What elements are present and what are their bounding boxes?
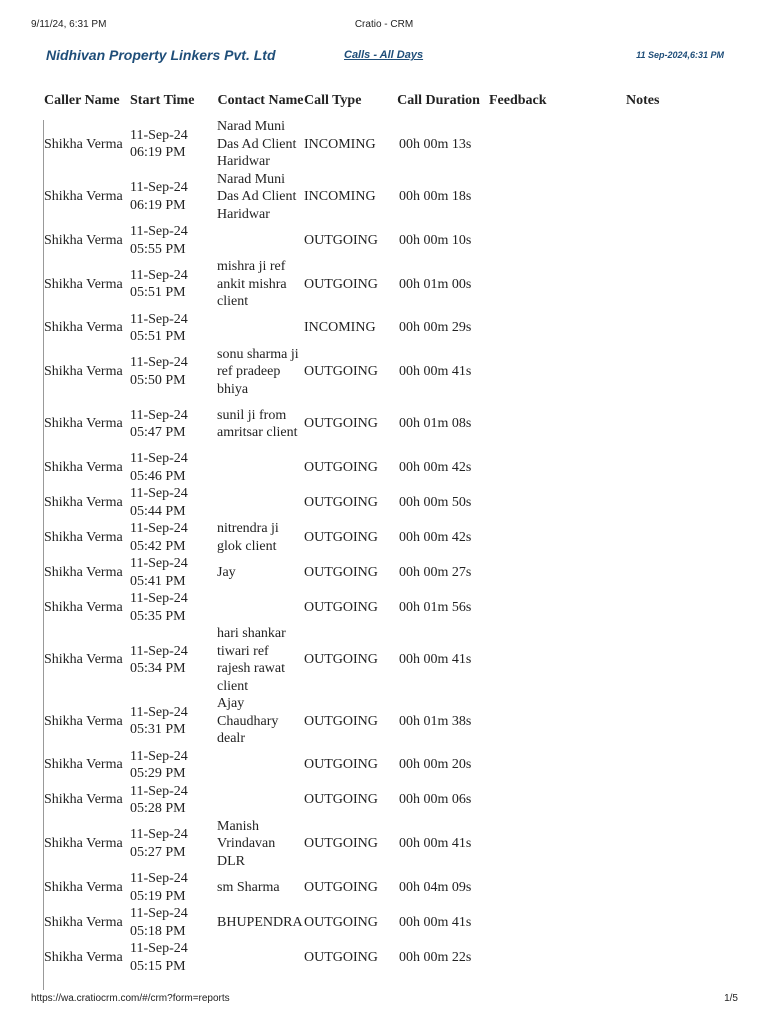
- print-page-number: 1/5: [724, 993, 738, 1004]
- contact-name-cell: BHUPENDRA: [217, 914, 303, 930]
- table-row: [44, 818, 728, 871]
- start-clock-time: 05:27 PM: [130, 844, 186, 860]
- contact-name-cell: [217, 450, 304, 485]
- call-duration-cell: 00h 01m 38s: [399, 713, 472, 729]
- column-header-contact-name[interactable]: [217, 82, 304, 118]
- notes-cell: [608, 171, 728, 224]
- call-type-cell: OUTGOING: [304, 232, 378, 248]
- table-row: [44, 223, 728, 258]
- start-clock-time: 05:35 PM: [130, 608, 186, 624]
- table-row: [44, 311, 728, 346]
- print-datetime: 9/11/24, 6:31 PM: [31, 19, 107, 30]
- call-duration-cell: 00h 01m 08s: [399, 416, 472, 432]
- table-row: [44, 695, 728, 748]
- start-clock-time: 05:42 PM: [130, 538, 186, 554]
- table-header-row: [44, 82, 728, 118]
- feedback-cell: [489, 590, 608, 625]
- call-duration-cell: 00h 00m 20s: [399, 757, 472, 773]
- caller-name-cell: Shikha Verma: [44, 364, 123, 379]
- caller-name-cell: Shikha Verma: [44, 459, 123, 475]
- call-type-cell: OUTGOING: [304, 564, 378, 580]
- feedback-cell: [489, 695, 608, 748]
- call-type-cell: OUTGOING: [304, 757, 378, 773]
- contact-name-cell: sm Sharma: [217, 879, 280, 895]
- notes-cell: [608, 590, 728, 625]
- contact-name-cell: mishra ji ref ankit mishra client: [217, 259, 287, 309]
- print-page-title: Cratio - CRM: [354, 19, 414, 30]
- contact-name-cell: [217, 223, 304, 258]
- start-time-cell: [130, 223, 217, 258]
- start-time-cell: [130, 695, 217, 748]
- feedback-cell: [489, 625, 608, 695]
- company-name: Nidhivan Property Linkers Pvt. Ltd: [46, 47, 276, 63]
- column-header-notes[interactable]: Notes: [626, 92, 660, 108]
- feedback-cell: [489, 818, 608, 871]
- contact-name-cell: [217, 311, 304, 346]
- column-header-call-type[interactable]: Call Type: [304, 92, 362, 108]
- start-time-cell: [130, 870, 217, 905]
- start-date: 11-Sep-24: [130, 941, 188, 956]
- notes-cell: [608, 940, 728, 975]
- notes-cell: [608, 485, 728, 520]
- feedback-cell: [489, 171, 608, 224]
- notes-cell: [608, 258, 728, 311]
- call-duration-cell: 00h 00m 41s: [399, 836, 472, 851]
- start-time-cell: [130, 258, 217, 311]
- start-time-cell: [130, 398, 217, 450]
- call-type-cell: INCOMING: [304, 189, 376, 204]
- notes-cell: [608, 450, 728, 485]
- call-duration-cell: 00h 00m 13s: [399, 136, 472, 152]
- start-date: 11-Sep-24: [130, 224, 188, 239]
- start-date: 11-Sep-24: [130, 871, 188, 886]
- start-date: 11-Sep-24: [130, 643, 188, 659]
- call-type-cell: OUTGOING: [304, 529, 378, 545]
- caller-name-cell: Shikha Verma: [44, 320, 123, 336]
- start-date: 11-Sep-24: [130, 521, 188, 536]
- start-date: 11-Sep-24: [130, 591, 188, 606]
- caller-name-cell: Shikha Verma: [44, 949, 123, 965]
- start-clock-time: 05:44 PM: [130, 503, 186, 519]
- feedback-cell: [489, 905, 608, 940]
- start-clock-time: 05:29 PM: [130, 766, 186, 781]
- contact-name-cell: Narad Muni Das Ad Client Haridwar: [217, 119, 297, 169]
- feedback-cell: [489, 940, 608, 975]
- contact-name-cell: sunil ji from amritsar client: [217, 407, 298, 440]
- start-clock-time: 05:47 PM: [130, 425, 186, 440]
- start-clock-time: 05:31 PM: [130, 722, 186, 738]
- start-time-cell: [130, 118, 217, 171]
- start-date: 11-Sep-24: [130, 827, 188, 843]
- report-header: [0, 47, 768, 65]
- start-clock-time: 05:18 PM: [130, 923, 186, 939]
- start-time-cell: [130, 171, 217, 224]
- notes-cell: [608, 118, 728, 171]
- feedback-cell: [489, 520, 608, 555]
- contact-name-cell: [217, 783, 304, 818]
- start-clock-time: 05:55 PM: [130, 241, 186, 257]
- call-type-cell: INCOMING: [304, 136, 376, 152]
- call-duration-cell: 00h 00m 29s: [399, 320, 472, 336]
- start-date: 11-Sep-24: [130, 355, 188, 371]
- contact-name-cell: Jay: [217, 564, 236, 580]
- notes-cell: [608, 555, 728, 590]
- call-type-cell: OUTGOING: [304, 879, 378, 895]
- feedback-cell: [489, 783, 608, 818]
- table-row: [44, 450, 728, 485]
- call-type-cell: OUTGOING: [304, 836, 378, 851]
- column-header-start-time[interactable]: Start Time: [130, 92, 195, 108]
- start-date: 11-Sep-24: [130, 267, 188, 283]
- call-type-cell: OUTGOING: [304, 914, 378, 930]
- caller-name-cell: Shikha Verma: [44, 836, 123, 851]
- call-duration-cell: 00h 00m 27s: [399, 564, 472, 580]
- contact-name-cell: Manish Vrindavan DLR: [217, 818, 276, 869]
- caller-name-cell: Shikha Verma: [44, 136, 123, 152]
- start-time-cell: [130, 520, 217, 555]
- table-row: [44, 748, 728, 783]
- notes-cell: [608, 311, 728, 346]
- call-type-cell: OUTGOING: [304, 459, 378, 475]
- call-duration-cell: 00h 00m 06s: [399, 792, 472, 808]
- table-row: [44, 346, 728, 399]
- notes-cell: [608, 520, 728, 555]
- start-date: 11-Sep-24: [130, 783, 188, 799]
- notes-cell: [608, 695, 728, 748]
- start-clock-time: 05:28 PM: [130, 801, 186, 816]
- contact-name-cell: Narad Muni Das Ad Client Haridwar: [217, 171, 297, 222]
- start-clock-time: 05:50 PM: [130, 372, 186, 388]
- column-header-call-duration-text: Call Duration: [397, 92, 480, 108]
- call-duration-cell: 00h 01m 56s: [399, 599, 472, 615]
- start-date: 11-Sep-24: [130, 311, 188, 327]
- start-time-cell: [130, 748, 217, 783]
- call-type-cell: OUTGOING: [304, 949, 378, 965]
- start-clock-time: 05:15 PM: [130, 958, 186, 974]
- feedback-cell: [489, 311, 608, 346]
- contact-name-cell: [217, 590, 304, 625]
- call-duration-cell: 00h 00m 42s: [399, 459, 472, 475]
- start-clock-time: 05:46 PM: [130, 468, 186, 484]
- call-type-cell: OUTGOING: [304, 494, 378, 510]
- call-type-cell: OUTGOING: [304, 276, 378, 292]
- table-row: [44, 171, 728, 224]
- call-duration-cell: 00h 00m 50s: [399, 494, 472, 510]
- notes-cell: [608, 346, 728, 399]
- call-duration-cell: 00h 00m 18s: [399, 189, 472, 204]
- caller-name-cell: Shikha Verma: [44, 757, 123, 773]
- call-type-cell: OUTGOING: [304, 416, 378, 432]
- start-date: 11-Sep-24: [130, 748, 188, 764]
- feedback-cell: [489, 870, 608, 905]
- start-time-cell: [130, 555, 217, 590]
- notes-cell: [608, 905, 728, 940]
- start-time-cell: [130, 905, 217, 940]
- table-row: [44, 625, 728, 695]
- contact-name-cell: hari shankar tiwari ref rajesh rawat client: [217, 626, 286, 694]
- start-time-cell: [130, 783, 217, 818]
- column-header-call-duration[interactable]: [388, 82, 489, 118]
- caller-name-cell: Shikha Verma: [44, 914, 123, 930]
- start-clock-time: 05:51 PM: [130, 285, 186, 301]
- table-row: [44, 870, 728, 905]
- caller-name-cell: Shikha Verma: [44, 879, 123, 895]
- call-type-cell: INCOMING: [304, 320, 376, 336]
- column-header-caller-name[interactable]: Caller Name: [44, 92, 120, 108]
- call-type-cell: OUTGOING: [304, 713, 378, 729]
- notes-cell: [608, 870, 728, 905]
- caller-name-cell: Shikha Verma: [44, 564, 123, 580]
- feedback-cell: [489, 223, 608, 258]
- start-time-cell: [130, 590, 217, 625]
- call-duration-cell: 00h 00m 42s: [399, 529, 472, 545]
- start-time-cell: [130, 940, 217, 975]
- caller-name-cell: Shikha Verma: [44, 276, 123, 292]
- start-clock-time: 05:51 PM: [130, 329, 186, 344]
- start-time-cell: [130, 485, 217, 520]
- caller-name-cell: Shikha Verma: [44, 494, 123, 510]
- call-duration-cell: 00h 00m 41s: [399, 914, 472, 930]
- call-duration-cell: 00h 01m 00s: [399, 276, 472, 292]
- call-duration-cell: 00h 04m 09s: [399, 879, 472, 895]
- notes-cell: [608, 223, 728, 258]
- report-date: 11 Sep-2024,6:31 PM: [636, 50, 724, 60]
- table-row: [44, 555, 728, 590]
- caller-name-cell: Shikha Verma: [44, 416, 123, 432]
- table-row: [44, 590, 728, 625]
- notes-cell: [608, 398, 728, 450]
- contact-name-cell: nitrendra ji glok client: [217, 521, 279, 554]
- start-clock-time: 05:34 PM: [130, 661, 186, 676]
- call-duration-cell: 00h 00m 41s: [399, 652, 472, 668]
- contact-name-cell: [217, 485, 304, 520]
- feedback-cell: [489, 346, 608, 399]
- call-type-cell: OUTGOING: [304, 792, 378, 808]
- table-row: [44, 258, 728, 311]
- notes-cell: [608, 625, 728, 695]
- feedback-cell: [489, 748, 608, 783]
- caller-name-cell: Shikha Verma: [44, 232, 123, 248]
- caller-name-cell: Shikha Verma: [44, 529, 123, 545]
- start-time-cell: [130, 450, 217, 485]
- start-time-cell: [130, 311, 217, 346]
- feedback-cell: [489, 258, 608, 311]
- print-url: https://wa.cratiocrm.com/#/crm?form=reports: [31, 993, 230, 1004]
- start-date: 11-Sep-24: [130, 451, 188, 466]
- start-date: 11-Sep-24: [130, 556, 188, 571]
- start-date: 11-Sep-24: [130, 486, 188, 501]
- start-date: 11-Sep-24: [130, 127, 188, 143]
- column-header-feedback[interactable]: Feedback: [489, 92, 547, 108]
- call-duration-cell: 00h 00m 10s: [399, 232, 472, 248]
- contact-name-cell: sonu sharma ji ref pradeep bhiya: [217, 346, 299, 397]
- start-clock-time: 05:19 PM: [130, 888, 186, 904]
- start-date: 11-Sep-24: [130, 407, 188, 423]
- call-duration-cell: 00h 00m 41s: [399, 364, 472, 379]
- contact-name-cell: Ajay Chaudhary dealr: [217, 696, 279, 746]
- feedback-cell: [489, 398, 608, 450]
- start-clock-time: 06:19 PM: [130, 145, 186, 161]
- table-row: [44, 485, 728, 520]
- table-row: [44, 520, 728, 555]
- caller-name-cell: Shikha Verma: [44, 652, 123, 668]
- report-title-link[interactable]: Calls - All Days: [344, 49, 424, 61]
- start-date: 11-Sep-24: [130, 704, 188, 720]
- notes-cell: [608, 818, 728, 871]
- table-row: [44, 118, 728, 171]
- feedback-cell: [489, 450, 608, 485]
- table-row: [44, 905, 728, 940]
- feedback-cell: [489, 555, 608, 590]
- column-header-contact-name-text: Contact Name: [217, 92, 304, 108]
- start-date: 11-Sep-24: [130, 906, 188, 921]
- table-row: [44, 398, 728, 450]
- start-clock-time: 06:19 PM: [130, 197, 186, 213]
- call-type-cell: OUTGOING: [304, 364, 378, 379]
- caller-name-cell: Shikha Verma: [44, 792, 123, 808]
- table-row: [44, 940, 728, 975]
- caller-name-cell: Shikha Verma: [44, 189, 123, 204]
- caller-name-cell: Shikha Verma: [44, 713, 123, 729]
- call-type-cell: OUTGOING: [304, 599, 378, 615]
- start-time-cell: [130, 818, 217, 871]
- call-type-cell: OUTGOING: [304, 652, 378, 668]
- start-time-cell: [130, 625, 217, 695]
- caller-name-cell: Shikha Verma: [44, 599, 123, 615]
- start-date: 11-Sep-24: [130, 180, 188, 196]
- start-clock-time: 05:41 PM: [130, 573, 186, 589]
- notes-cell: [608, 783, 728, 818]
- feedback-cell: [489, 118, 608, 171]
- contact-name-cell: [217, 748, 304, 783]
- feedback-cell: [489, 485, 608, 520]
- table-row: [44, 783, 728, 818]
- call-duration-cell: 00h 00m 22s: [399, 949, 472, 965]
- start-time-cell: [130, 346, 217, 399]
- contact-name-cell: [217, 940, 304, 975]
- calls-table: [44, 82, 728, 975]
- notes-cell: [608, 748, 728, 783]
